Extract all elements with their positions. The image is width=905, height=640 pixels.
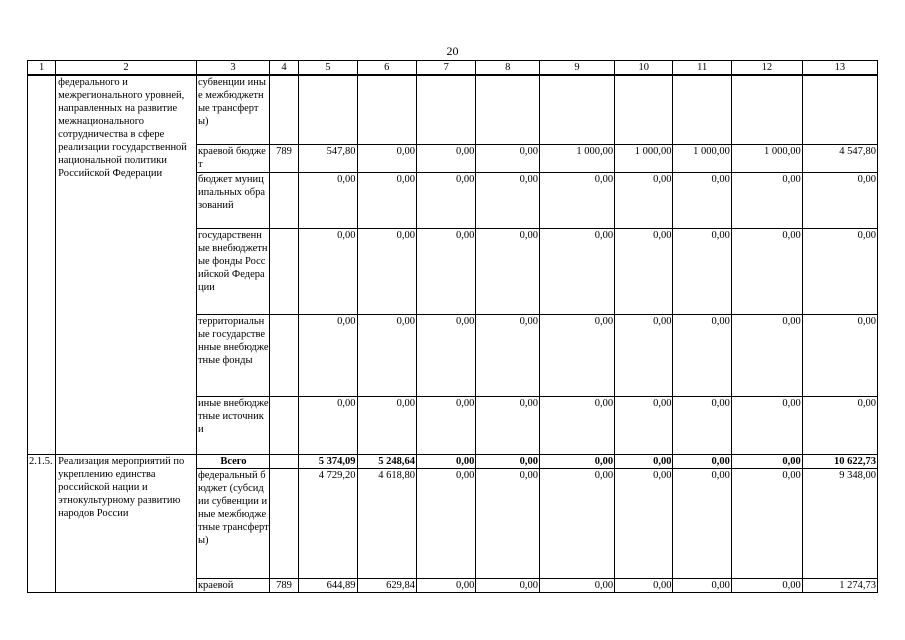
value-cell: 644,89 (299, 578, 357, 592)
column-header: 9 (540, 61, 615, 76)
value-cell: 4 729,20 (299, 468, 357, 578)
column-header: 4 (269, 61, 298, 76)
value-cell: 0,00 (615, 172, 673, 228)
value-cell (615, 75, 673, 144)
item-name-cell: Реализация мероприятий по укреплению единства российской нации и этнокультурному развитию народов России (56, 454, 197, 592)
funding-source-cell: субвенции иные межбюджетные трансферты) (196, 75, 269, 144)
value-cell: 0,00 (476, 454, 540, 468)
column-header: 5 (299, 61, 357, 76)
table-row (28, 454, 878, 468)
value-cell: 0,00 (673, 172, 731, 228)
value-cell: 0,00 (731, 454, 802, 468)
value-cell: 0,00 (476, 578, 540, 592)
value-cell: 0,00 (615, 228, 673, 314)
column-header: 8 (476, 61, 540, 76)
value-cell: 0,00 (416, 468, 475, 578)
value-cell: 0,00 (673, 314, 731, 396)
value-cell: 9 348,00 (802, 468, 877, 578)
page-number: 20 (446, 44, 459, 58)
value-cell: 0,00 (673, 396, 731, 454)
funding-source-cell: иные внебюджетные источники (196, 396, 269, 454)
column-header: 1 (28, 61, 56, 76)
value-cell (731, 75, 802, 144)
value-cell (357, 75, 416, 144)
value-cell (416, 75, 475, 144)
value-cell (540, 75, 615, 144)
value-cell: 0,00 (540, 172, 615, 228)
value-cell: 0,00 (416, 578, 475, 592)
code-cell (269, 228, 298, 314)
value-cell: 0,00 (731, 468, 802, 578)
value-cell: 0,00 (731, 172, 802, 228)
value-cell: 0,00 (476, 144, 540, 172)
funding-source-cell: бюджет муниципальных образований (196, 172, 269, 228)
value-cell (299, 75, 357, 144)
code-cell (269, 454, 298, 468)
value-cell: 4 618,80 (357, 468, 416, 578)
code-cell (269, 172, 298, 228)
column-header: 13 (802, 61, 877, 76)
value-cell: 0,00 (615, 468, 673, 578)
value-cell: 0,00 (615, 314, 673, 396)
column-number-row (28, 61, 878, 76)
value-cell: 1 274,73 (802, 578, 877, 592)
column-header: 7 (416, 61, 475, 76)
value-cell: 0,00 (802, 228, 877, 314)
code-cell (269, 468, 298, 578)
code-cell: 789 (269, 578, 298, 592)
value-cell: 0,00 (416, 396, 475, 454)
value-cell: 0,00 (615, 454, 673, 468)
value-cell: 0,00 (731, 396, 802, 454)
value-cell: 0,00 (802, 172, 877, 228)
column-header: 3 (196, 61, 269, 76)
code-cell (269, 396, 298, 454)
value-cell: 0,00 (476, 172, 540, 228)
value-cell: 0,00 (357, 172, 416, 228)
value-cell: 1 000,00 (731, 144, 802, 172)
value-cell: 0,00 (299, 228, 357, 314)
value-cell: 0,00 (802, 396, 877, 454)
value-cell: 0,00 (673, 454, 731, 468)
funding-source-cell: краевой бюджет (196, 144, 269, 172)
column-header: 12 (731, 61, 802, 76)
value-cell: 0,00 (731, 578, 802, 592)
value-cell (802, 75, 877, 144)
value-cell: 629,84 (357, 578, 416, 592)
value-cell: 0,00 (476, 468, 540, 578)
column-header: 11 (673, 61, 731, 76)
funding-source-cell: краевой (196, 578, 269, 592)
value-cell: 10 622,73 (802, 454, 877, 468)
value-cell: 0,00 (299, 314, 357, 396)
budget-table (27, 60, 878, 593)
value-cell: 0,00 (476, 396, 540, 454)
value-cell: 0,00 (540, 228, 615, 314)
value-cell: 0,00 (673, 578, 731, 592)
table-row (28, 75, 878, 144)
code-cell (269, 75, 298, 144)
value-cell: 0,00 (540, 314, 615, 396)
item-number-cell: 2.1.5. (28, 454, 56, 592)
value-cell (476, 75, 540, 144)
code-cell (269, 314, 298, 396)
value-cell: 0,00 (416, 454, 475, 468)
value-cell: 1 000,00 (615, 144, 673, 172)
column-header: 10 (615, 61, 673, 76)
value-cell: 0,00 (416, 144, 475, 172)
value-cell: 1 000,00 (540, 144, 615, 172)
column-header: 6 (357, 61, 416, 76)
value-cell: 0,00 (673, 228, 731, 314)
item-name-cell: федерального и межрегионального уровней, направленных на развитие межнационального сотрудничества в сфере реализации государственной национальной политики Российской Федерации (56, 75, 197, 454)
value-cell: 0,00 (540, 396, 615, 454)
value-cell: 0,00 (731, 228, 802, 314)
value-cell: 0,00 (673, 468, 731, 578)
value-cell: 0,00 (416, 228, 475, 314)
funding-source-cell: Всего (196, 454, 269, 468)
value-cell: 547,80 (299, 144, 357, 172)
value-cell: 4 547,80 (802, 144, 877, 172)
value-cell: 5 374,09 (299, 454, 357, 468)
value-cell: 0,00 (540, 454, 615, 468)
value-cell: 0,00 (416, 172, 475, 228)
value-cell: 0,00 (615, 578, 673, 592)
value-cell: 0,00 (357, 314, 416, 396)
column-header: 2 (56, 61, 197, 76)
value-cell: 0,00 (731, 314, 802, 396)
code-cell: 789 (269, 144, 298, 172)
value-cell: 0,00 (540, 578, 615, 592)
funding-source-cell: федеральный бюджет (субсидии субвенции иные межбюджетные трансферты) (196, 468, 269, 578)
value-cell: 0,00 (802, 314, 877, 396)
value-cell: 0,00 (615, 396, 673, 454)
funding-source-cell: государственные внебюджетные фонды Российской Федерации (196, 228, 269, 314)
value-cell: 1 000,00 (673, 144, 731, 172)
value-cell: 0,00 (476, 228, 540, 314)
value-cell: 0,00 (540, 468, 615, 578)
value-cell: 0,00 (357, 228, 416, 314)
value-cell (673, 75, 731, 144)
value-cell: 0,00 (416, 314, 475, 396)
value-cell: 0,00 (476, 314, 540, 396)
value-cell: 0,00 (299, 172, 357, 228)
value-cell: 0,00 (357, 396, 416, 454)
item-number-cell (28, 75, 56, 454)
value-cell: 0,00 (357, 144, 416, 172)
value-cell: 0,00 (299, 396, 357, 454)
funding-source-cell: территориальные государственные внебюджетные фонды (196, 314, 269, 396)
value-cell: 5 248,64 (357, 454, 416, 468)
